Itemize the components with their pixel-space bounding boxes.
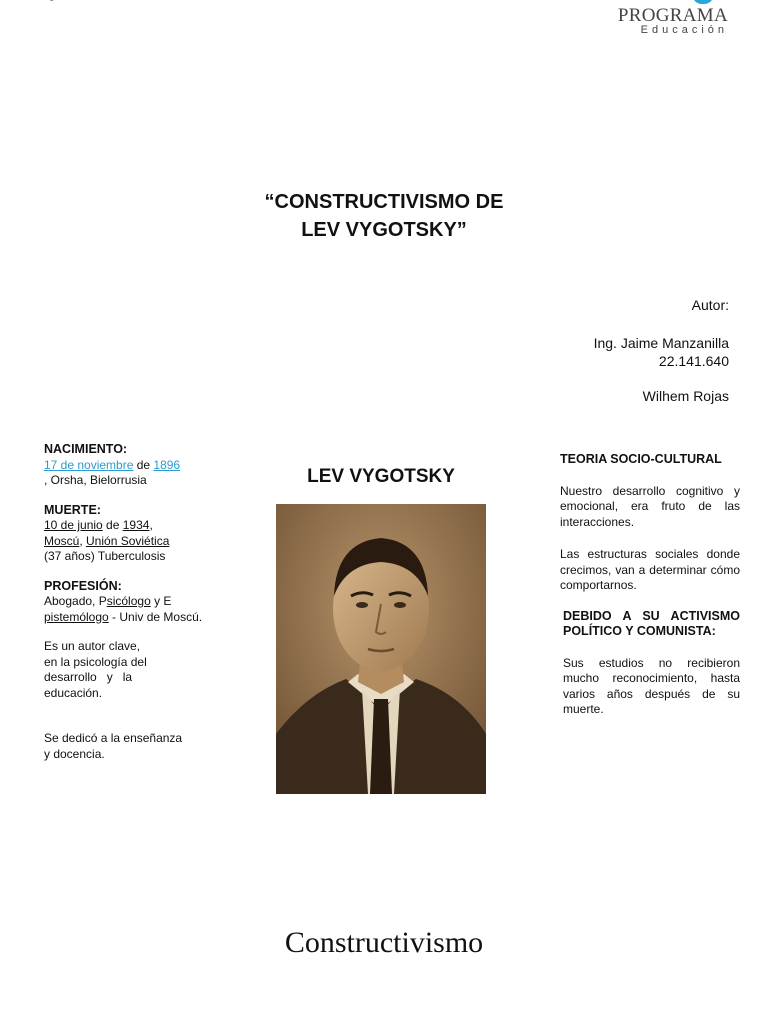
birth-date-link[interactable]: 17 de noviembre <box>44 457 134 472</box>
death-comma: , <box>149 518 153 532</box>
birth-label: NACIMIENTO: <box>44 442 128 456</box>
teaching-line-2: y docencia. <box>44 746 105 761</box>
key-author-line-4: educación. <box>44 685 103 700</box>
key-author-paragraph <box>44 639 219 701</box>
logo-title: PROGRAMA <box>617 5 728 26</box>
subject-name: LEV VYGOTSKY <box>307 466 455 487</box>
birth-place: , Orsha, Bielorrusia <box>44 473 147 487</box>
death-country-link[interactable]: Unión Soviética <box>86 533 170 548</box>
profession-epistemologo-link[interactable]: pistemólogo <box>44 609 109 624</box>
theory-column <box>560 452 740 718</box>
corner-mark <box>46 0 60 4</box>
profession-psicologo-link[interactable]: sicólogo <box>106 594 151 608</box>
theory-text-1: Nuestro desarrollo cognitivo y emocional, era fruto de las interacciones. <box>560 483 740 529</box>
death-de: de <box>102 518 123 532</box>
death-detail: (37 años) Tuberculosis <box>44 549 166 563</box>
profession-text-5: - Univ de Moscú. <box>108 609 203 624</box>
birth-section <box>44 442 219 489</box>
author-label: Autor: <box>691 297 729 313</box>
author-name-1: Ing. Jaime Manzanilla <box>593 335 729 351</box>
death-label: MUERTE: <box>44 502 101 517</box>
profession-label: PROFESIÓN: <box>44 578 122 593</box>
theory-text-2: Las estructuras sociales donde crecimos, van a determinar cómo comportarnos. <box>560 547 740 592</box>
key-author-line-3: desarrollo y la <box>44 670 133 684</box>
profession-section <box>44 579 219 626</box>
activism-heading: DEBIDO A SU ACTIVISMO POLÍTICO Y COMUNISTA: <box>563 608 740 638</box>
section-title: Constructivismo <box>284 926 484 959</box>
birth-year-link[interactable]: 1896 <box>153 457 181 472</box>
birth-de: de <box>133 457 154 472</box>
theory-heading: TEORIA SOCIO-CULTURAL <box>560 452 722 466</box>
cut-off-paragraph <box>138 1012 658 1024</box>
author-id: 22.141.640 <box>658 353 729 369</box>
logo-subtitle: Educación <box>640 24 728 36</box>
logo-mark <box>692 0 714 4</box>
death-day-link[interactable]: 10 de junio <box>44 518 103 532</box>
author-name-2: Wilhem Rojas <box>642 388 729 404</box>
title-line-2: LEV VYGOTSKY” <box>301 219 467 241</box>
death-city-link[interactable]: Moscú <box>44 533 80 548</box>
programa-logo <box>598 0 728 40</box>
key-author-line-2: en la psicología del <box>44 654 147 669</box>
profession-text-3: y E <box>150 594 172 608</box>
death-sep: , <box>79 533 87 548</box>
death-year-link[interactable]: 1934 <box>122 518 150 532</box>
title-line-1: “CONSTRUCTIVISMO DE <box>264 191 504 213</box>
document-title <box>0 188 768 244</box>
biography-column <box>44 442 219 762</box>
activism-text: Sus estudios no recibieron mucho reconocimiento, hasta varios años después de su muerte. <box>563 655 740 716</box>
teaching-line-1: Se dedicó a la enseñanza <box>44 731 183 745</box>
death-section <box>44 503 219 565</box>
key-author-line-1: Es un autor clave, <box>44 639 141 653</box>
author-block <box>594 296 729 405</box>
portrait-illustration <box>276 504 486 794</box>
teaching-paragraph <box>44 731 219 762</box>
portrait-photo <box>276 504 486 794</box>
profession-text-1: Abogado, P <box>44 594 107 608</box>
